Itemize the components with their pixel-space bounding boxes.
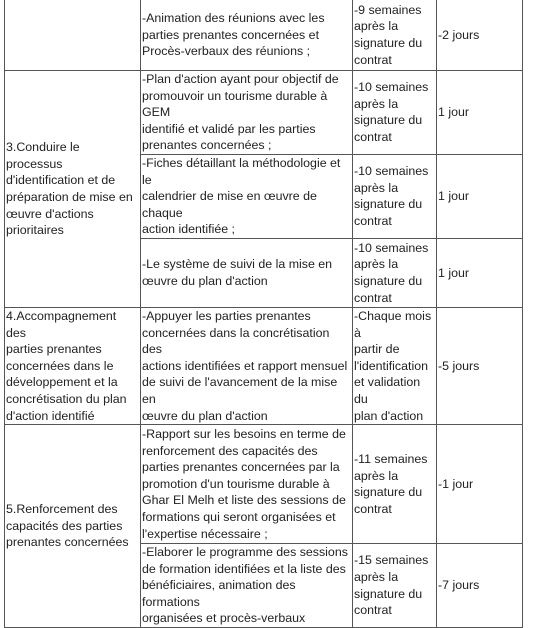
duration-cell: 1 jour [437,238,523,307]
table-row [5,0,523,71]
deadline-cell: -10 semaines après la signature du contrat [353,71,437,155]
step-cell: 3.Conduire le processus d'identification et de préparation de mise en œuvre d'actions prioritaires [5,71,141,308]
table-row [5,425,523,544]
deadline-cell: -10 semaines après la signature du contrat [353,154,437,238]
table-row [5,307,523,424]
deliverable-cell: -Appuyer les parties prenantes concernées dans la concrétisation des actions identifiées et rapport mensuel de suivi de l'avancement de la mise en œuvre du plan d'action [141,307,353,424]
deadline-cell: -10 semaines après la signature du contrat [353,238,437,307]
duration-cell: -7 jours [437,544,523,628]
duration-cell: -5 jours [437,307,523,424]
duration-cell: 1 jour [437,154,523,238]
deadline-cell: -9 semaines après la signature du contrat [353,0,437,71]
deliverable-cell: -Elaborer le programme des sessions de formation identifiées et la liste des bénéficiaires, animation des formations organisées et procès-verbaux [141,544,353,628]
activities-table [4,0,523,628]
deadline-cell: -15 semaines après la signature du contrat [353,544,437,628]
step-cell: 5.Renforcement des capacités des parties prenantes concernées [5,425,141,628]
duration-cell: -1 jour [437,425,523,544]
deliverable-cell: -Rapport sur les besoins en terme de renforcement des capacités des parties prenantes concernées par la promotion d'un tourisme durable à Ghar El Melh et liste des sessions de formations qui seront organisées et l'expertise nécessaire ; [141,425,353,544]
deliverable-cell: -Plan d'action ayant pour objectif de promouvoir un tourisme durable à GEM identifié et validé par les parties prenantes concernées ; [141,71,353,155]
deadline-cell: -11 semaines après la signature du contrat [353,425,437,544]
step-cell [5,0,141,71]
deliverable-cell: -Animation des réunions avec les parties prenantes concernées et Procès-verbaux des réunions ; [141,0,353,71]
step-cell: 4.Accompagnement des parties prenantes concernées dans le développement et la concrétisation du plan d'action identifié [5,307,141,424]
duration-cell: -2 jours [437,0,523,71]
table-row [5,71,523,155]
duration-cell: 1 jour [437,71,523,155]
deadline-cell: -Chaque mois à partir de l'identification et validation du plan d'action [353,307,437,424]
deliverable-cell: -Fiches détaillant la méthodologie et le calendrier de mise en œuvre de chaque action identifiée ; [141,154,353,238]
deliverable-cell: -Le système de suivi de la mise en œuvre du plan d'action [141,238,353,307]
